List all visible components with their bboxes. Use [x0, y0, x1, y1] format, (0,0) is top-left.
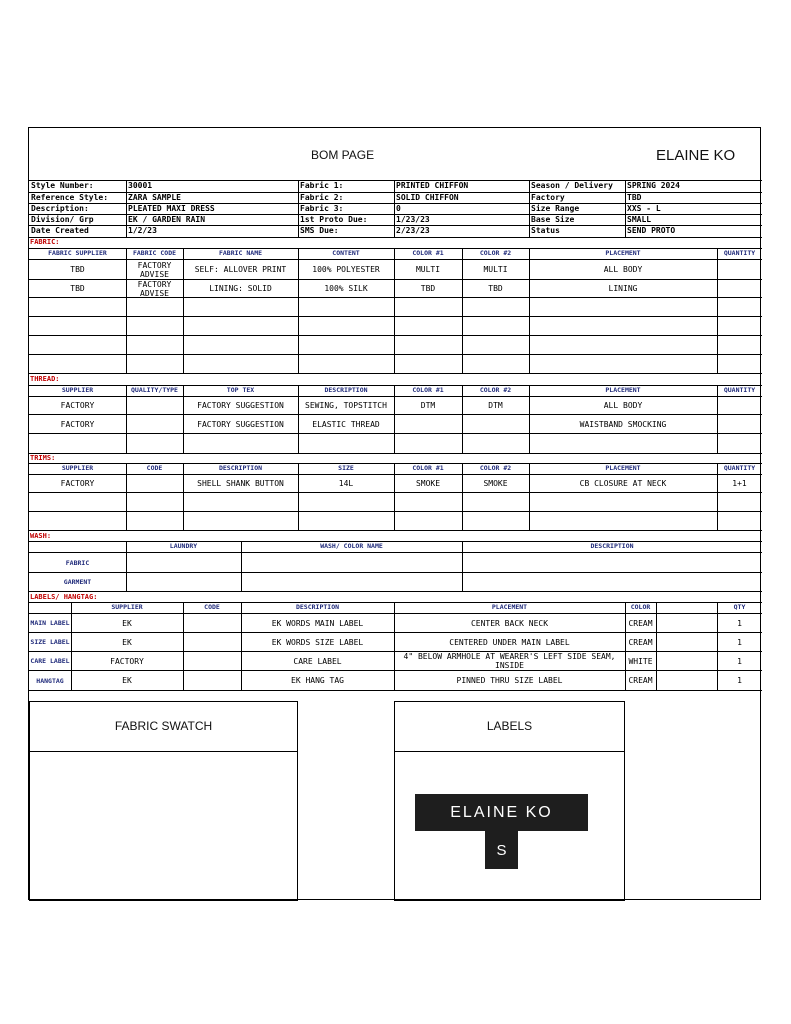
rule-line	[29, 511, 762, 512]
column-divider	[462, 463, 463, 530]
thread-table-cell[interactable]: FACTORY SUGGESTION	[197, 419, 284, 429]
labels-table-cell[interactable]: EK	[122, 618, 132, 628]
thread-table-cell[interactable]	[126, 415, 183, 433]
info-cell: Description:	[31, 204, 89, 213]
labels-table-cell[interactable]: CENTER BACK NECK	[470, 618, 549, 628]
rule-line	[29, 690, 762, 691]
wash-column-header: DESCRIPTION	[590, 542, 634, 550]
thread-table-cell[interactable]	[717, 397, 762, 414]
labels-table-cell[interactable]	[656, 633, 717, 651]
fabric-table-cell[interactable]: TBD	[420, 284, 436, 293]
thread-column-header: PLACEMENT	[605, 386, 641, 394]
brand-name: ELAINE KO	[656, 147, 736, 164]
info-cell: EK / GARDEN RAIN	[128, 215, 206, 224]
fabric-section-title: FABRIC:	[30, 238, 60, 246]
trims-column-header: COLOR #1	[412, 464, 444, 472]
wash-table-cell[interactable]	[462, 573, 762, 591]
rule-line	[29, 373, 762, 374]
labels-table-cell[interactable]: 1	[737, 676, 742, 685]
thread-table-cell[interactable]: ELASTIC THREAD	[312, 419, 380, 429]
labels-panel-title: LABELS	[486, 719, 533, 733]
info-cell: 0	[396, 204, 401, 213]
info-cell: ZARA SAMPLE	[128, 193, 181, 202]
trims-table-cell[interactable]: FACTORY	[60, 479, 95, 488]
column-divider	[298, 463, 299, 530]
info-cell: Status	[531, 226, 560, 235]
fabric-column-header: QUANTITY	[723, 249, 756, 257]
fabric-column-header: FABRIC SUPPLIER	[48, 249, 107, 257]
thread-table-cell[interactable]	[126, 397, 183, 414]
labels-table-cell[interactable]	[183, 652, 241, 670]
wash-column-header: WASH/ COLOR NAME	[320, 542, 383, 550]
fabric-table-cell[interactable]: TBD	[70, 284, 85, 293]
trims-column-header: DESCRIPTION	[218, 464, 263, 472]
labels-table-cell[interactable]: CREAM	[628, 637, 653, 647]
labels-column-header: SUPPLIER	[111, 603, 143, 611]
info-cell: Season / Delivery	[531, 181, 613, 190]
info-cell: Date Created	[31, 226, 89, 235]
info-cell: PRINTED CHIFFON	[396, 181, 469, 190]
trims-table-cell[interactable]: CB CLOSURE AT NECK	[579, 479, 667, 488]
labels-table-cell[interactable]: EK	[122, 637, 132, 647]
rule-line	[394, 751, 625, 752]
trims-column-header: PLACEMENT	[605, 464, 641, 472]
labels-table-cell[interactable]	[656, 614, 717, 632]
thread-column-header: SUPPLIER	[61, 386, 94, 394]
info-cell: SMALL	[627, 215, 652, 224]
info-cell: SOLID CHIFFON	[396, 193, 459, 202]
labels-column-header: PLACEMENT	[491, 603, 528, 611]
info-cell: SPRING 2024	[627, 181, 680, 190]
info-cell: 1/2/23	[128, 226, 157, 235]
labels-table-cell[interactable]	[183, 614, 241, 632]
info-cell: 1st Proto Due:	[300, 215, 368, 224]
labels-table-cell[interactable]: 1	[737, 656, 742, 666]
info-cell: 1/23/23	[396, 215, 430, 224]
info-cell: PLEATED MAXI DRESS	[128, 204, 215, 213]
labels-column-header: CODE	[204, 603, 220, 611]
column-divider	[183, 463, 184, 530]
labels-table-cell[interactable]: CARE LABEL	[293, 656, 342, 666]
info-cell: Division/ Grp	[31, 215, 94, 224]
fabric-table-cell[interactable]: LINING	[608, 284, 638, 293]
labels-row-label: CARE LABEL	[30, 657, 70, 665]
labels-table-cell[interactable]: 4" BELOW ARMHOLE AT WEARER'S LEFT SIDE SEAM, INSIDE	[403, 652, 616, 670]
fabric-swatch-title: FABRIC SWATCH	[114, 719, 213, 733]
info-cell: Reference Style:	[31, 193, 109, 202]
column-divider	[529, 463, 530, 530]
info-cell: Fabric 1:	[300, 181, 344, 190]
labels-column-header: COLOR	[630, 603, 651, 611]
thread-table-cell[interactable]: DTM	[488, 401, 503, 410]
fabric-table-cell[interactable]: MULTI	[415, 265, 441, 274]
column-divider	[126, 463, 127, 530]
thread-column-header: QUALITY/TYPE	[131, 386, 178, 394]
labels-table-cell[interactable]	[656, 671, 717, 690]
wash-table-cell[interactable]	[241, 573, 462, 591]
thread-table-cell[interactable]: FACTORY SUGGESTION	[197, 401, 284, 410]
thread-table-cell[interactable]: DTM	[420, 401, 436, 410]
bom-sheet	[28, 127, 761, 900]
labels-section-title: LABELS/ HANGTAG:	[30, 593, 98, 601]
fabric-table-cell[interactable]: MULTI	[483, 265, 508, 274]
main-label-logo: ELAINE KO	[415, 794, 588, 831]
labels-table-cell[interactable]: CREAM	[628, 618, 653, 628]
rule-line	[29, 335, 762, 336]
thread-column-header: TOP TEX	[226, 386, 255, 394]
rule-line	[29, 492, 762, 493]
trims-column-header: QUANTITY	[723, 464, 756, 472]
labels-table-cell[interactable]: 1	[737, 637, 742, 647]
fabric-column-header: COLOR #1	[412, 249, 444, 257]
info-cell: Base Size	[531, 215, 575, 224]
wash-table-cell[interactable]	[241, 553, 462, 572]
info-cell: 30001	[128, 181, 153, 190]
info-cell: Fabric 3:	[300, 204, 344, 213]
fabric-table-cell[interactable]: LINING: SOLID	[209, 284, 272, 293]
trims-table-cell[interactable]: SHELL SHANK BUTTON	[197, 479, 284, 488]
trims-table-cell[interactable]: 1+1	[732, 479, 747, 488]
thread-table-cell[interactable]: WAISTBAND SMOCKING	[579, 419, 667, 429]
fabric-table-cell[interactable]: SELF: ALLOVER PRINT	[194, 265, 287, 274]
rule-line	[29, 751, 298, 752]
labels-table-cell[interactable]: EK HANG TAG	[291, 676, 344, 685]
trims-column-header: COLOR #2	[479, 464, 512, 472]
size-label-logo: S	[485, 831, 518, 869]
thread-table-cell[interactable]: ALL BODY	[603, 401, 643, 410]
trims-table-cell[interactable]: SMOKE	[415, 479, 441, 488]
thread-table-cell[interactable]	[717, 415, 762, 433]
fabric-table-cell[interactable]: 100% SILK	[324, 284, 368, 293]
thread-column-header: DESCRIPTION	[324, 386, 368, 394]
labels-table-cell[interactable]: WHITE	[628, 656, 653, 666]
thread-section-title: THREAD:	[30, 375, 60, 383]
rule-line	[29, 530, 762, 531]
labels-row-label: SIZE LABEL	[30, 638, 70, 646]
labels-table-cell[interactable]: FACTORY	[110, 656, 144, 666]
trims-table-cell[interactable]: 14L	[338, 479, 354, 488]
rule-line	[29, 354, 762, 355]
wash-column-header: LAUNDRY	[169, 542, 198, 550]
thread-table-cell[interactable]: FACTORY	[60, 419, 95, 429]
labels-column-header: DESCRIPTION	[295, 603, 340, 611]
thread-column-header: COLOR #2	[479, 386, 512, 394]
rule-line	[29, 297, 762, 298]
labels-table-cell[interactable]	[183, 671, 241, 690]
labels-table-cell[interactable]: 1	[737, 618, 742, 628]
trims-section-title: TRIMS:	[30, 454, 56, 462]
thread-table-cell[interactable]	[462, 415, 529, 433]
info-cell: Style Number:	[31, 181, 94, 190]
trims-column-header: CODE	[146, 464, 163, 472]
fabric-table-cell[interactable]	[717, 260, 762, 279]
labels-table-cell[interactable]: PINNED THRU SIZE LABEL	[456, 676, 563, 685]
fabric-column-header: COLOR #2	[479, 249, 512, 257]
trims-column-header: SIZE	[338, 464, 354, 472]
labels-table-cell[interactable]	[656, 652, 717, 670]
fabric-column-header: FABRIC CODE	[132, 249, 177, 257]
column-divider	[717, 463, 718, 530]
rule-line	[29, 316, 762, 317]
labels-table-cell[interactable]: EK	[122, 676, 132, 685]
info-cell: XXS - L	[627, 204, 661, 213]
thread-table-cell[interactable]: SEWING, TOPSTITCH	[305, 401, 387, 410]
wash-row-label: FABRIC	[65, 558, 90, 567]
wash-section-title: WASH:	[30, 532, 52, 540]
fabric-table-cell[interactable]: FACTORY ADVISE	[137, 260, 172, 279]
labels-row-label: HANGTAG	[36, 676, 64, 685]
labels-row-label: MAIN LABEL	[30, 619, 70, 627]
thread-table-cell[interactable]: FACTORY	[60, 401, 95, 410]
rule-line	[29, 591, 762, 592]
fabric-table-cell[interactable]	[717, 280, 762, 297]
fabric-table-cell[interactable]: FACTORY ADVISE	[137, 280, 172, 297]
info-cell: SEND PROTO	[627, 226, 676, 235]
labels-column-header: QTY	[733, 603, 746, 611]
info-cell: Size Range	[531, 204, 580, 213]
labels-table-cell[interactable]	[183, 633, 241, 651]
labels-table-cell[interactable]: CENTERED UNDER MAIN LABEL	[449, 637, 570, 647]
fabric-column-header: FABRIC NAME	[218, 249, 263, 257]
labels-table-cell[interactable]: EK WORDS MAIN LABEL	[271, 618, 364, 628]
thread-column-header: QUANTITY	[723, 386, 756, 394]
info-cell: SMS Due:	[300, 226, 339, 235]
trims-table-cell[interactable]: SMOKE	[483, 479, 508, 488]
trims-table-cell[interactable]	[126, 475, 183, 492]
labels-table-cell[interactable]: CREAM	[628, 676, 653, 685]
fabric-column-header: CONTENT	[332, 249, 360, 257]
fabric-table-cell[interactable]: 100% POLYESTER	[312, 265, 380, 274]
info-cell: Factory	[531, 193, 565, 202]
page-title: BOM PAGE	[311, 148, 375, 162]
wash-table-cell[interactable]	[126, 573, 241, 591]
wash-table-cell[interactable]	[462, 553, 762, 572]
thread-column-header: COLOR #1	[412, 386, 444, 394]
info-cell: 2/23/23	[396, 226, 430, 235]
fabric-column-header: PLACEMENT	[605, 249, 641, 257]
fabric-table-cell[interactable]: ALL BODY	[603, 265, 643, 274]
wash-row-label: GARMENT	[63, 578, 92, 586]
labels-table-cell[interactable]: EK WORDS SIZE LABEL	[271, 637, 364, 647]
fabric-table-cell[interactable]: TBD	[488, 284, 503, 293]
info-cell: TBD	[627, 193, 642, 202]
fabric-table-cell[interactable]: TBD	[70, 265, 85, 274]
thread-table-cell[interactable]	[394, 415, 462, 433]
trims-column-header: SUPPLIER	[61, 464, 94, 472]
rule-line	[29, 433, 762, 434]
wash-table-cell[interactable]	[126, 553, 241, 572]
info-cell: Fabric 2:	[300, 193, 344, 202]
column-divider	[394, 463, 395, 530]
